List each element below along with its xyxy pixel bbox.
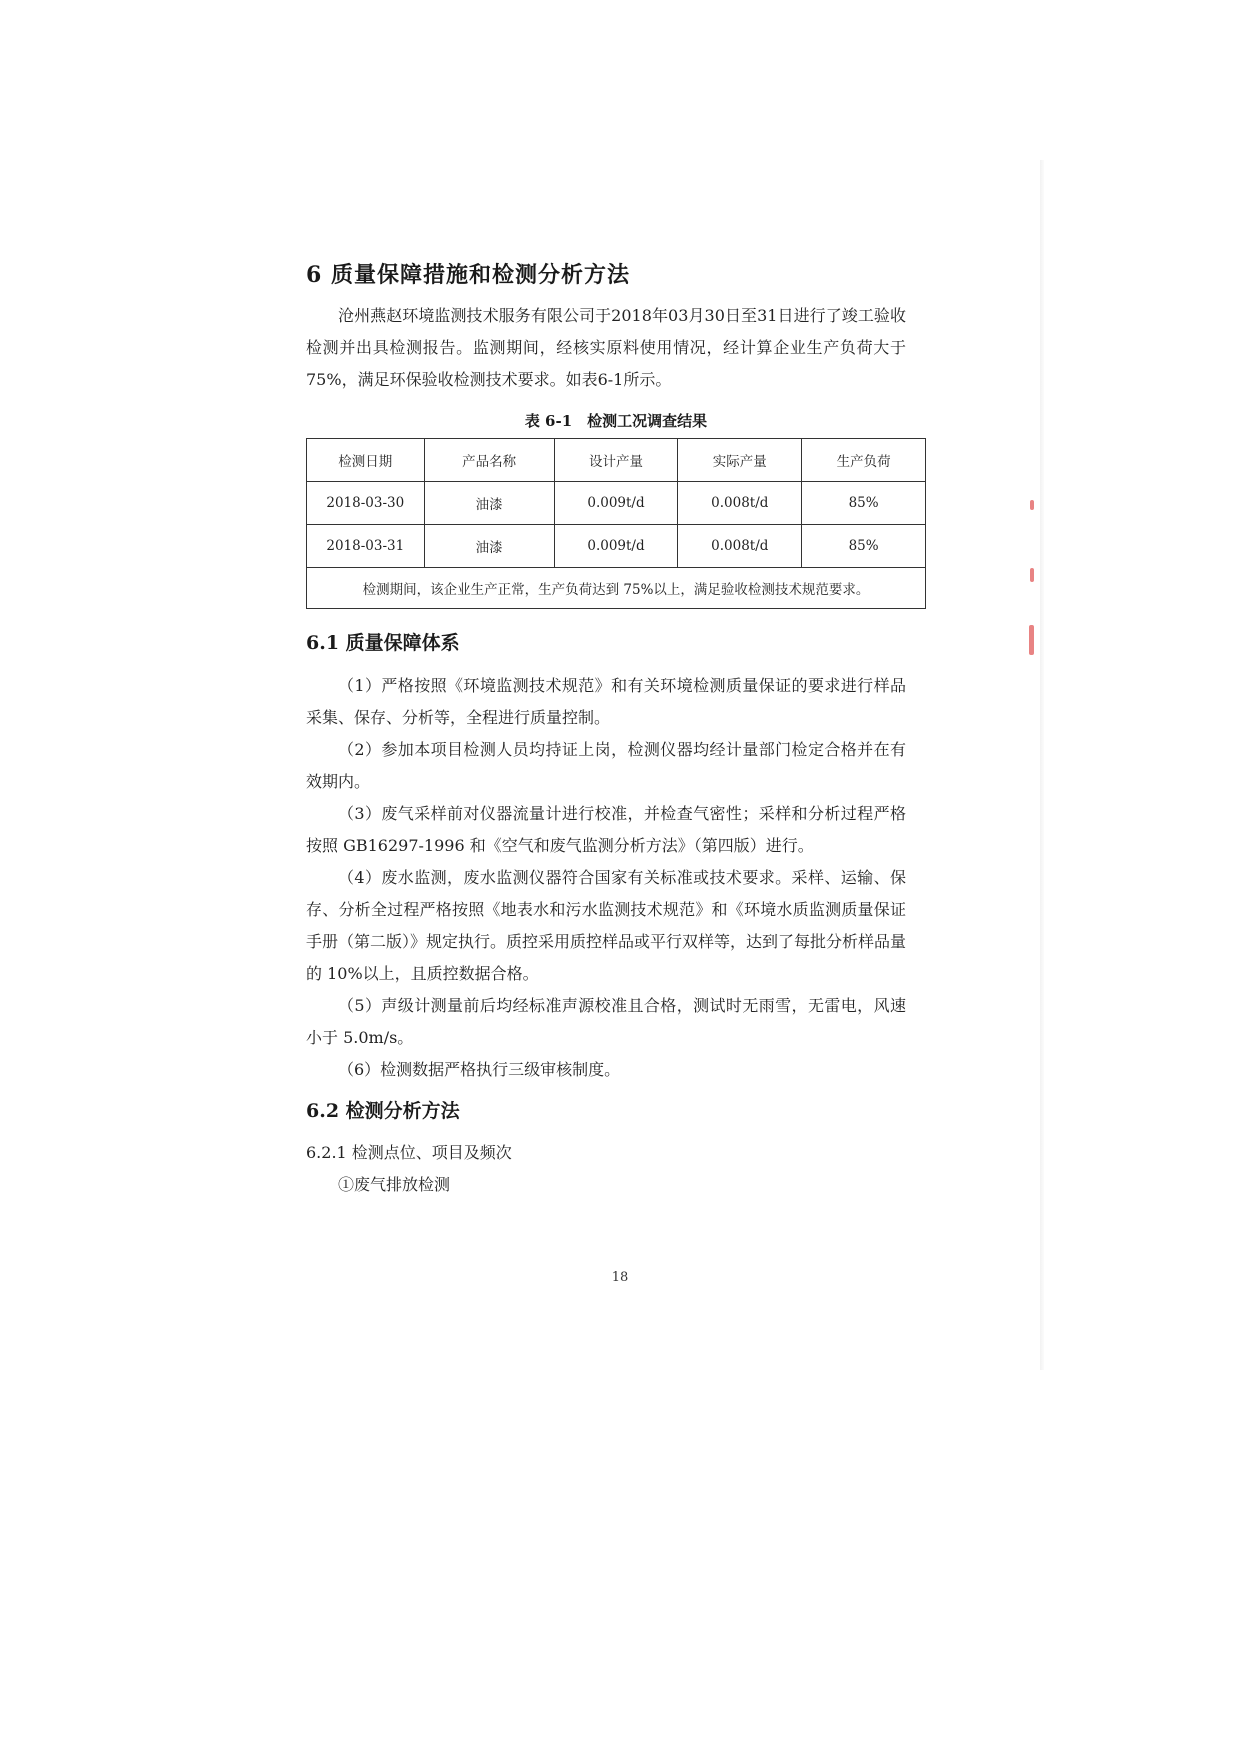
quality-item-6: （6）检测数据严格执行三级审核制度。 [338, 1060, 621, 1079]
table-header-cell: 检测日期 [307, 439, 425, 482]
work-condition-table [306, 438, 926, 609]
table-cell: 85% [802, 525, 926, 568]
table-cell: 2018-03-30 [307, 482, 425, 525]
stamp-fragment [1029, 625, 1034, 655]
page-edge-shadow [1040, 160, 1044, 1370]
table-cell: 0.008t/d [678, 525, 802, 568]
quality-item-4: （4）废水监测，废水监测仪器符合国家有关标准或技术要求。采样、运输、保存、分析全过程严格按照《地表水和污水监测技术规范》和《环境水质监测质量保证手册（第二版）》规定执行。质控采用质控样品或平行双样等，达到了每批分析样品量的 10%以上，且质控数据合格。 [306, 868, 907, 983]
list-item: ①废气排放检测 [338, 1175, 451, 1194]
subsection-heading-6-1: 6.1 质量保障体系 [306, 632, 460, 654]
table-cell: 0.009t/d [554, 482, 678, 525]
table-row [307, 482, 926, 525]
quality-item-5: （5）声级计测量前后均经标准声源校准且合格，测试时无雨雪，无雷电，风速小于 5.0m/s。 [306, 996, 906, 1047]
stamp-fragment [1030, 500, 1034, 510]
stamp-fragment [1030, 568, 1034, 582]
table-note-row [307, 568, 926, 609]
table-header-cell: 产品名称 [424, 439, 554, 482]
table-cell: 0.009t/d [554, 525, 678, 568]
table-note: 检测期间，该企业生产正常，生产负荷达到 75%以上，满足验收检测技术规范要求。 [307, 568, 926, 609]
table-cell: 85% [802, 482, 926, 525]
table-cell: 油漆 [424, 482, 554, 525]
quality-item-3: （3）废气采样前对仪器流量计进行校准，并检查气密性；采样和分析过程严格按照 GB16297-1996 和《空气和废气监测分析方法》（第四版）进行。 [306, 804, 906, 855]
quality-item-1: （1）严格按照《环境监测技术规范》和有关环境检测质量保证的要求进行样品采集、保存、分析等，全程进行质量控制。 [306, 676, 906, 727]
table-header-cell: 生产负荷 [802, 439, 926, 482]
sub-subsection-heading: 6.2.1 检测点位、项目及频次 [306, 1143, 512, 1162]
subsection-heading-6-2: 6.2 检测分析方法 [306, 1100, 460, 1122]
intro-paragraph: 沧州燕赵环境监测技术服务有限公司于2018年03月30日至31日进行了竣工验收检测并出具检测报告。监测期间，经核实原料使用情况，经计算企业生产负荷大于75%，满足环保验收检测技术要求。如表6-1所示。 [306, 306, 906, 389]
table-row [307, 525, 926, 568]
quality-item-2: （2）参加本项目检测人员均持证上岗，检测仪器均经计量部门检定合格并在有效期内。 [306, 740, 906, 791]
table-cell: 2018-03-31 [307, 525, 425, 568]
section-heading: 6 质量保障措施和检测分析方法 [306, 262, 630, 288]
table-cell: 油漆 [424, 525, 554, 568]
table-header-cell: 设计产量 [554, 439, 678, 482]
table-header-cell: 实际产量 [678, 439, 802, 482]
table-caption: 表 6-1 检测工况调查结果 [524, 412, 708, 430]
page-number: 18 [611, 1270, 629, 1285]
table-cell: 0.008t/d [678, 482, 802, 525]
table-header-row [307, 439, 926, 482]
